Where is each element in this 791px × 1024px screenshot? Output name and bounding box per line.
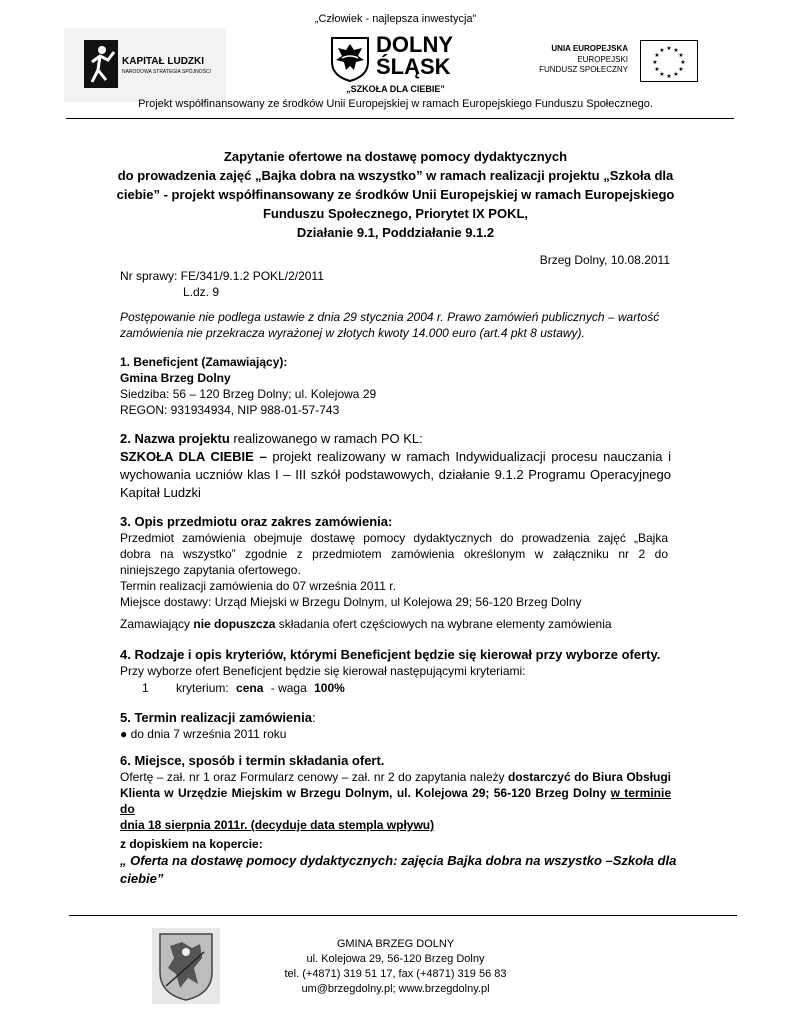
partial-offers-note	[120, 616, 612, 632]
section-1-heading: 1. Beneficjent (Zamawiający):	[120, 355, 288, 369]
title-line-3: ciebie” - projekt współfinansowany ze środków Unii Europejskiej w ramach Europejskiego	[116, 187, 675, 202]
section-3-heading: 3. Opis przedmiotu oraz zakres zamówienia:	[120, 514, 393, 529]
svg-text:★: ★	[673, 71, 679, 78]
title-line-1: Zapytanie ofertowe na dostawę pomocy dydaktycznych	[223, 149, 568, 164]
delivery-place: Miejsce dostawy: Urząd Miejski w Brzegu Dolnym, ul Kolejowa 29; 56-120 Brzeg Dolny	[120, 595, 582, 609]
eu-logo-line2: EUROPEJSKI	[577, 55, 628, 64]
svg-text:★: ★	[654, 52, 660, 59]
svg-text:★: ★	[680, 59, 686, 66]
cofinancing-note: Projekt współfinansowany ze środków Unii Europejskiej w ramach Europejskiego Funduszu Społecznego.	[138, 98, 653, 110]
criteria-item-weight: 100%	[314, 681, 345, 695]
eu-logo-line3: FUNDUSZ SPOŁECZNY	[539, 65, 628, 74]
title-line-2: do prowadzenia zajęć „Bajka dobra na wszystko” w ramach realizacji projektu „Szkoła dla	[117, 168, 674, 183]
beneficiary-regon: REGON: 931934934, NIP 988-01-57-743	[120, 403, 340, 417]
kapital-ludzki-figure-icon	[84, 40, 118, 88]
submission-deadline: dnia 18 sierpnia 2011r. (decyduje data stempla wpływu)	[120, 818, 435, 832]
project-desc-line-3: Kapitał Ludzki	[120, 485, 201, 500]
legal-notice-line-2: zamówienia nie przekracza wyrażonej w złotych kwoty 14.000 euro (art.4 pkt 8 ustawy).	[120, 326, 585, 340]
section-3-body	[120, 530, 668, 610]
section-project-name	[120, 430, 671, 502]
place-and-date: Brzeg Dolny, 10.08.2011	[539, 253, 670, 267]
project-title: SZKOŁA DLA CIEBIE –	[120, 449, 267, 464]
registry-number: L.dz. 9	[183, 285, 220, 299]
project-desc-line-1: projekt realizowany w ramach Indywidualizacji procesu nauczania i	[266, 449, 671, 464]
eu-logo-line1: UNIA EUROPEJSKA	[551, 44, 628, 53]
footer-contact-block	[200, 937, 591, 997]
svg-text:★: ★	[673, 47, 679, 54]
submission-line-1b: dostarczyć do Biura Obsługi	[507, 770, 671, 784]
kapital-ludzki-subtitle: NARODOWA STRATEGIA SPÓJNOŚCI	[122, 69, 211, 75]
dolny-slask-logo	[330, 34, 470, 84]
order-desc-line-2: dobra na wszystko” zgodnie z przedmiotem zamówienia określonym w załączniku nr 2 do	[120, 547, 668, 561]
footer-org: GMINA BRZEG DOLNY	[336, 938, 455, 950]
criteria-intro: Przy wyborze ofert Beneficjent będzie się kierował następującymi kryteriami:	[120, 664, 526, 678]
section-2-heading-rest: realizowanego w ramach PO KL:	[229, 431, 423, 446]
partial-offers-b: nie dopuszcza	[193, 617, 276, 631]
envelope-label: z dopiskiem na kopercie:	[120, 837, 263, 851]
svg-text:★: ★	[659, 71, 665, 78]
project-desc-line-2: wychowania uczniów klas I – III szkół podstawowych, działanie 9.1.2 Programu Operacyjnego	[120, 467, 671, 482]
svg-text:★: ★	[654, 66, 660, 73]
project-name-banner: „SZKOŁA DLA CIEBIE”	[346, 84, 445, 94]
section-6-heading: 6. Miejsce, sposób i termin składania ofert.	[120, 753, 385, 768]
section-5-colon: :	[311, 710, 316, 725]
svg-text:★: ★	[678, 66, 684, 73]
section-2-heading: 2. Nazwa projektu	[120, 431, 230, 446]
submission-line-2b: w terminie do	[120, 786, 671, 816]
submission-line-2a: Klienta w Urzędzie Miejskim w Brzegu Dolnym, ul. Kolejowa 29; 56-120 Brzeg Dolny	[120, 786, 611, 800]
legal-notice-line-1: Postępowanie nie podlega ustawie z dnia 29 stycznia 2004 r. Prawo zamówień publicznych – wartość	[120, 310, 660, 324]
order-desc-line-3: niniejszego zapytania ofertowego.	[120, 563, 301, 577]
title-line-4: Funduszu Społecznego, Priorytet IX POKL,	[262, 206, 529, 221]
eu-flag-icon	[640, 40, 698, 82]
svg-text:★: ★	[678, 52, 684, 59]
completion-date: ● do dnia 7 września 2011 roku	[120, 727, 287, 741]
order-desc-line-1: Przedmiot zamówienia obejmuje dostawę pomocy dydaktycznych do prowadzenia zajęć „Bajka	[120, 531, 668, 545]
document-title	[100, 147, 691, 242]
eu-logo	[540, 38, 700, 84]
svg-text:★: ★	[666, 45, 672, 52]
header-divider	[66, 118, 734, 119]
section-6-body	[120, 769, 671, 833]
submission-line-1a: Ofertę – zał. nr 1 oraz Formularz cenowy – zał. nr 2 do zapytania należy	[120, 770, 508, 784]
section-5-heading: 5. Termin realizacji zamówienia	[120, 710, 312, 725]
beneficiary-address: Siedziba: 56 – 120 Brzeg Dolny; ul. Kolejowa 29	[120, 387, 377, 401]
footer-divider	[69, 915, 737, 916]
criteria-item-label: kryterium:	[176, 681, 229, 695]
footer-phone: tel. (+4871) 319 51 17, fax (+4871) 319 56 83	[284, 968, 507, 980]
delivery-deadline: Termin realizacji zamówienia do 07 września 2011 r.	[120, 579, 396, 593]
kapital-ludzki-name: KAPITAŁ LUDZKI	[122, 56, 205, 67]
case-number: Nr sprawy: FE/341/9.1.2 POKL/2/2011	[120, 269, 324, 283]
criteria-item-weight-label: - waga	[270, 681, 307, 695]
eagle-crest-icon	[330, 36, 370, 82]
envelope-text-line-1: „ Oferta na dostawę pomocy dydaktycznych: zajęcia Bajka dobra na wszystko –Szkoła dla	[120, 853, 677, 868]
section-4-heading: 4. Rodzaje i opis kryteriów, którymi Beneficjent będzie się kierował przy wyborze oferty.	[120, 647, 661, 662]
criteria-item	[142, 680, 345, 696]
header-motto: „Człowiek - najlepsza inwestycja”	[314, 13, 477, 25]
footer-address: ul. Kolejowa 29, 56-120 Brzeg Dolny	[306, 953, 485, 965]
beneficiary-name: Gmina Brzeg Dolny	[120, 371, 231, 385]
title-line-5: Działanie 9.1, Poddziałanie 9.1.2	[296, 225, 495, 240]
section-beneficiary	[120, 354, 376, 418]
partial-offers-c: składania ofert częściowych na wybrane elementy zamówienia	[275, 617, 612, 631]
partial-offers-a: Zamawiający	[120, 617, 194, 631]
dolny-slask-line2: ŚLĄSK	[376, 54, 451, 79]
dolny-slask-line1: DOLNY	[376, 32, 453, 57]
svg-text:★: ★	[652, 59, 658, 66]
section-5-heading-row	[120, 709, 316, 726]
svg-text:★: ★	[659, 47, 665, 54]
envelope-text-line-2: ciebie”	[120, 871, 164, 886]
criteria-item-number: 1	[142, 681, 149, 695]
svg-text:★: ★	[666, 73, 672, 80]
footer-email-web: um@brzegdolny.pl; www.brzegdolny.pl	[301, 983, 490, 995]
criteria-item-price: cena	[236, 681, 264, 695]
